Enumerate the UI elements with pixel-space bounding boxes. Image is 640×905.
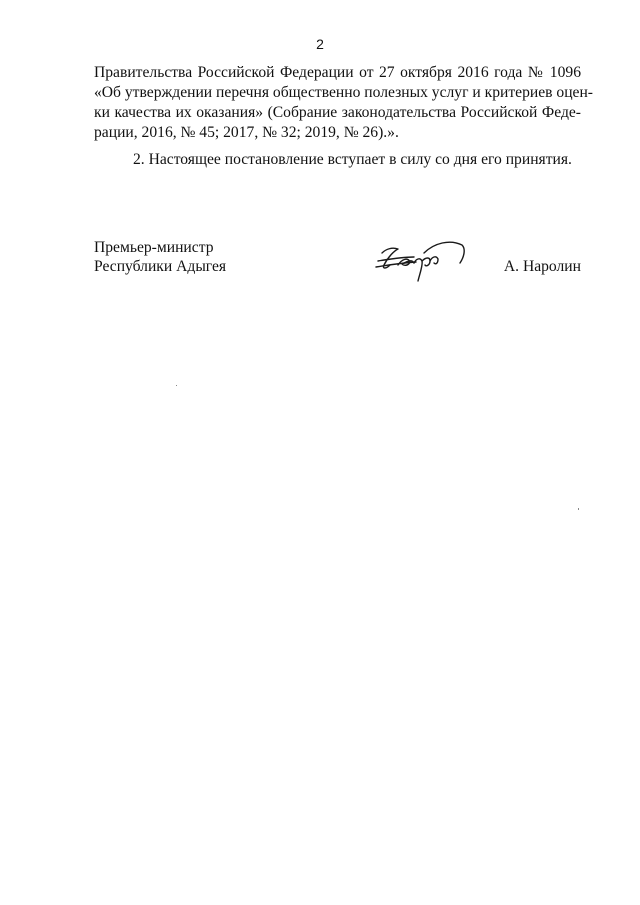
signature-icon: [368, 235, 474, 285]
signer-title-line-2: Республики Адыгея: [94, 258, 227, 275]
paragraph-1: [94, 63, 593, 143]
scan-speck: [578, 508, 579, 510]
paragraph-1-line-4: рации, 2016, № 45; 2017, № 32; 2019, № 26).».: [94, 124, 399, 141]
paragraph-1-line-3: ки качества их оказания» (Собрание законодательства Российской Феде-: [94, 104, 581, 121]
signer-title: [94, 238, 226, 276]
paragraph-1-line-2: «Об утверждении перечня общественно полезных услуг и критериев оцен-: [94, 84, 593, 101]
page-number: 2: [316, 36, 324, 52]
paragraph-2: 2. Настоящее постановление вступает в силу со дня его принятия.: [133, 151, 572, 168]
signer-title-line-1: Премьер-министр: [94, 239, 214, 256]
scan-speck: [176, 385, 177, 386]
signer-name: А. Наролин: [503, 258, 581, 275]
paragraph-1-line-1: Правительства Российской Федерации от 27 октября 2016 года № 1096: [94, 64, 581, 81]
